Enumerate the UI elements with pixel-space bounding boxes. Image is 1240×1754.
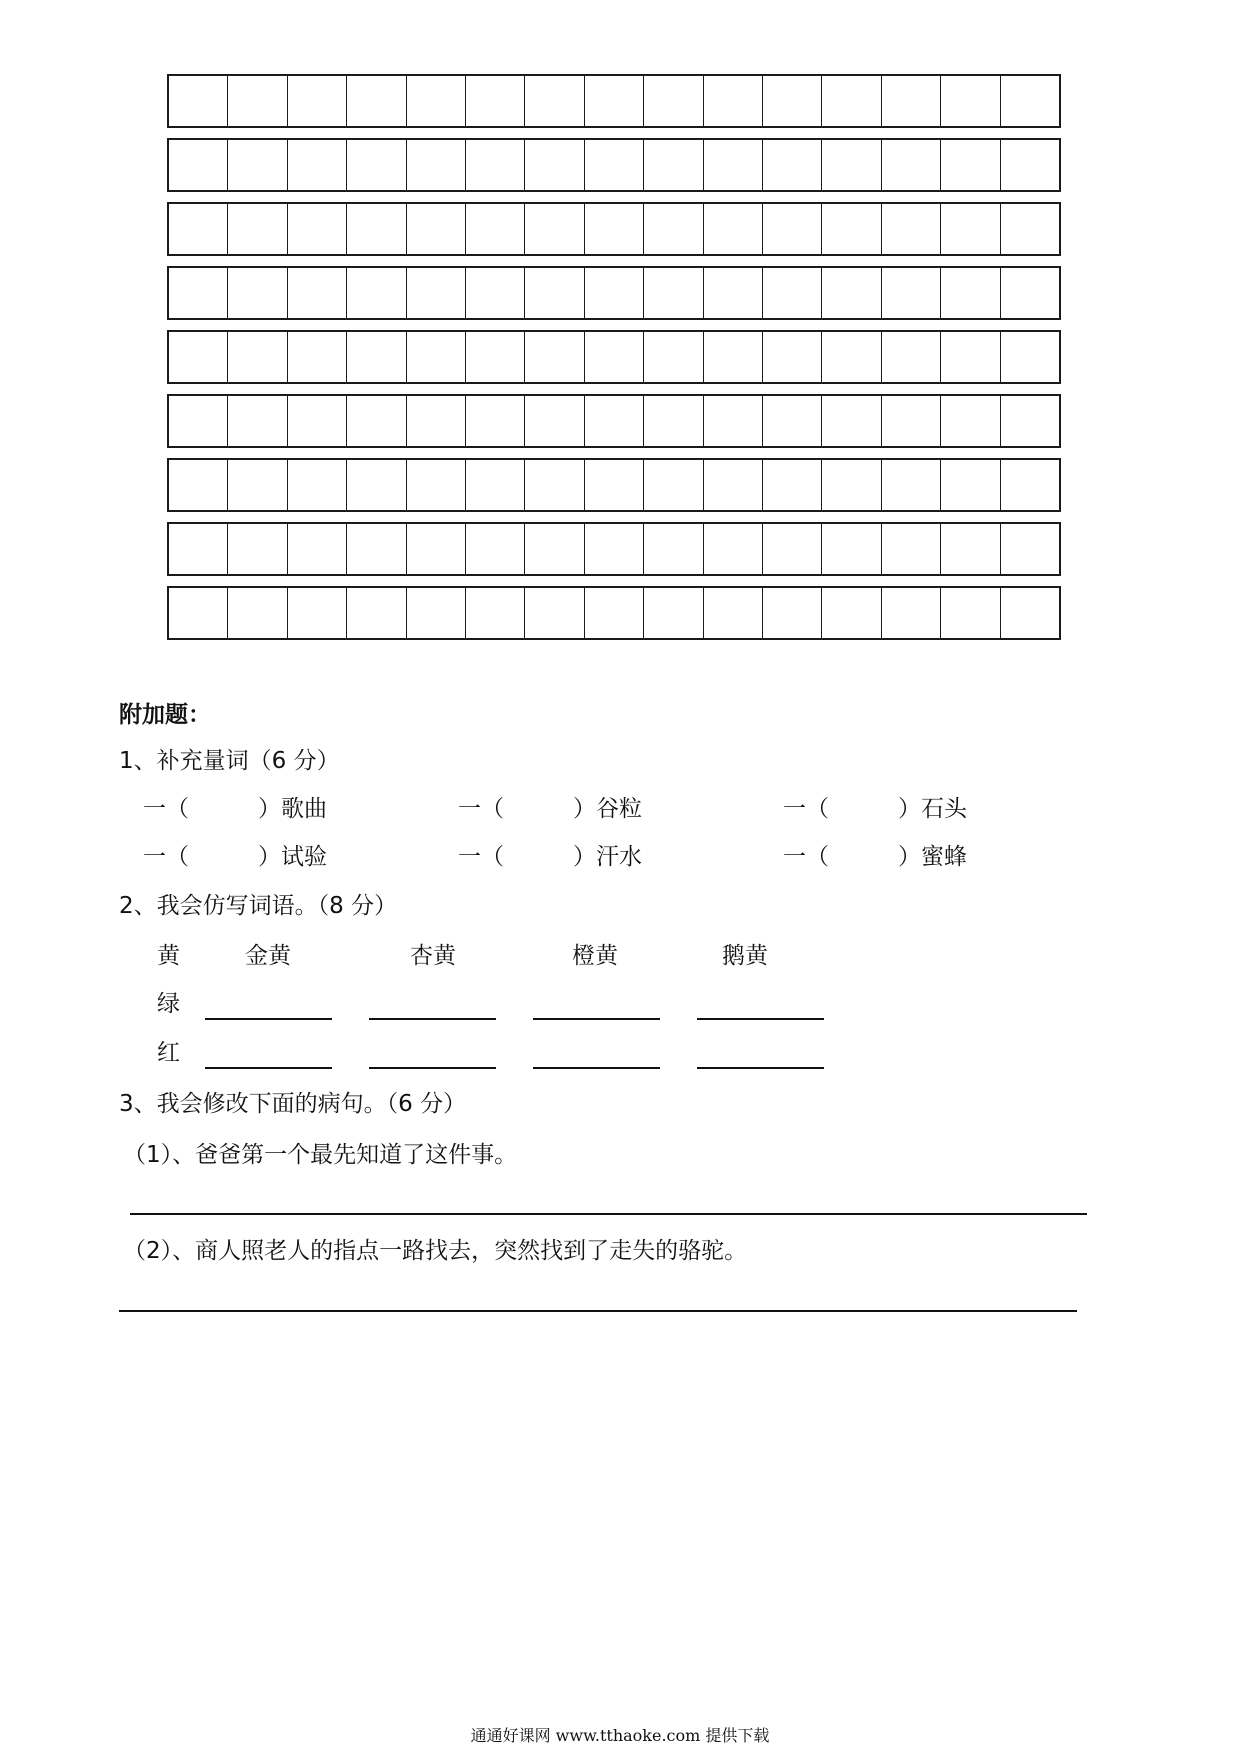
grid-cell[interactable] xyxy=(822,396,881,446)
grid-cell[interactable] xyxy=(644,524,703,574)
grid-cell[interactable] xyxy=(882,460,941,510)
grid-cell[interactable] xyxy=(763,524,822,574)
grid-cell[interactable] xyxy=(525,332,584,382)
grid-cell[interactable] xyxy=(822,268,881,318)
grid-cell[interactable] xyxy=(288,140,347,190)
grid-cell[interactable] xyxy=(347,268,406,318)
grid-cell[interactable] xyxy=(1001,524,1059,574)
grid-cell[interactable] xyxy=(704,140,763,190)
grid-row xyxy=(167,586,1061,640)
grid-cell[interactable] xyxy=(228,76,287,126)
q2-base-word: 黄 xyxy=(157,943,180,969)
grid-cell[interactable] xyxy=(347,396,406,446)
grid-cell[interactable] xyxy=(525,204,584,254)
answer-blank[interactable] xyxy=(205,1018,332,1020)
q2-row-word: 红 xyxy=(157,1040,180,1066)
grid-cell[interactable] xyxy=(822,588,881,638)
grid-cell[interactable] xyxy=(882,140,941,190)
grid-cell[interactable] xyxy=(407,332,466,382)
answer-blank[interactable] xyxy=(205,1067,332,1069)
grid-cell[interactable] xyxy=(704,204,763,254)
grid-cell[interactable] xyxy=(763,140,822,190)
grid-cell[interactable] xyxy=(763,268,822,318)
grid-cell[interactable] xyxy=(407,396,466,446)
grid-cell[interactable] xyxy=(882,524,941,574)
grid-row xyxy=(167,394,1061,448)
answer-blank[interactable] xyxy=(697,1067,824,1069)
grid-cell[interactable] xyxy=(288,268,347,318)
grid-cell[interactable] xyxy=(644,460,703,510)
grid-cell[interactable] xyxy=(882,204,941,254)
grid-cell[interactable] xyxy=(466,524,525,574)
grid-cell[interactable] xyxy=(822,76,881,126)
grid-cell[interactable] xyxy=(466,588,525,638)
q2-example: 橙黄 xyxy=(572,943,618,969)
grid-cell[interactable] xyxy=(704,268,763,318)
grid-cell[interactable] xyxy=(585,396,644,446)
grid-cell[interactable] xyxy=(1001,588,1059,638)
grid-cell[interactable] xyxy=(704,524,763,574)
grid-cell[interactable] xyxy=(941,268,1000,318)
grid-cell[interactable] xyxy=(407,268,466,318)
q3-sentence: （2）、商人照老人的指点一路找去，突然找到了走失的骆驼。 xyxy=(123,1238,748,1264)
grid-cell[interactable] xyxy=(288,204,347,254)
grid-cell[interactable] xyxy=(407,524,466,574)
q1-item: 一（ ）谷粒 xyxy=(458,796,642,822)
grid-cell[interactable] xyxy=(169,588,228,638)
grid-cell[interactable] xyxy=(525,396,584,446)
grid-cell[interactable] xyxy=(169,76,228,126)
grid-cell[interactable] xyxy=(763,332,822,382)
grid-cell[interactable] xyxy=(407,76,466,126)
answer-line[interactable] xyxy=(130,1213,1087,1215)
q2-title: 2、我会仿写词语。（8 分） xyxy=(119,893,398,919)
grid-cell[interactable] xyxy=(525,268,584,318)
writing-grid xyxy=(167,74,1061,640)
grid-cell[interactable] xyxy=(169,524,228,574)
answer-blank[interactable] xyxy=(697,1018,824,1020)
answer-blank[interactable] xyxy=(369,1067,496,1069)
grid-cell[interactable] xyxy=(525,588,584,638)
grid-cell[interactable] xyxy=(644,204,703,254)
grid-cell[interactable] xyxy=(228,332,287,382)
grid-cell[interactable] xyxy=(347,204,406,254)
grid-cell[interactable] xyxy=(941,588,1000,638)
grid-cell[interactable] xyxy=(466,332,525,382)
grid-cell[interactable] xyxy=(466,268,525,318)
grid-row xyxy=(167,458,1061,512)
grid-cell[interactable] xyxy=(288,332,347,382)
grid-cell[interactable] xyxy=(525,524,584,574)
grid-cell[interactable] xyxy=(228,396,287,446)
grid-cell[interactable] xyxy=(169,204,228,254)
grid-cell[interactable] xyxy=(882,332,941,382)
grid-cell[interactable] xyxy=(822,140,881,190)
grid-row xyxy=(167,138,1061,192)
q2-example: 杏黄 xyxy=(410,943,456,969)
grid-cell[interactable] xyxy=(1001,460,1059,510)
grid-cell[interactable] xyxy=(347,140,406,190)
grid-cell[interactable] xyxy=(288,76,347,126)
grid-cell[interactable] xyxy=(704,76,763,126)
grid-cell[interactable] xyxy=(644,76,703,126)
grid-cell[interactable] xyxy=(407,140,466,190)
grid-cell[interactable] xyxy=(941,332,1000,382)
grid-cell[interactable] xyxy=(585,268,644,318)
grid-cell[interactable] xyxy=(525,140,584,190)
grid-cell[interactable] xyxy=(585,460,644,510)
grid-cell[interactable] xyxy=(407,588,466,638)
answer-blank[interactable] xyxy=(533,1018,660,1020)
grid-cell[interactable] xyxy=(228,268,287,318)
grid-cell[interactable] xyxy=(347,588,406,638)
grid-cell[interactable] xyxy=(169,460,228,510)
q1-item: 一（ ）试验 xyxy=(143,844,327,870)
grid-cell[interactable] xyxy=(228,140,287,190)
grid-cell[interactable] xyxy=(763,588,822,638)
grid-cell[interactable] xyxy=(1001,332,1059,382)
grid-cell[interactable] xyxy=(763,460,822,510)
grid-cell[interactable] xyxy=(525,460,584,510)
grid-cell[interactable] xyxy=(407,460,466,510)
grid-cell[interactable] xyxy=(288,524,347,574)
grid-row xyxy=(167,74,1061,128)
grid-cell[interactable] xyxy=(347,460,406,510)
grid-cell[interactable] xyxy=(644,332,703,382)
grid-row xyxy=(167,522,1061,576)
grid-row xyxy=(167,202,1061,256)
grid-cell[interactable] xyxy=(169,140,228,190)
q2-example: 鹅黄 xyxy=(722,943,768,969)
grid-cell[interactable] xyxy=(763,204,822,254)
grid-cell[interactable] xyxy=(585,524,644,574)
q1-item: 一（ ）汗水 xyxy=(458,844,642,870)
grid-cell[interactable] xyxy=(347,76,406,126)
grid-cell[interactable] xyxy=(466,76,525,126)
grid-cell[interactable] xyxy=(941,140,1000,190)
grid-cell[interactable] xyxy=(228,460,287,510)
grid-cell[interactable] xyxy=(466,460,525,510)
grid-cell[interactable] xyxy=(585,588,644,638)
grid-cell[interactable] xyxy=(704,588,763,638)
grid-cell[interactable] xyxy=(1001,76,1059,126)
grid-cell[interactable] xyxy=(1001,204,1059,254)
grid-cell[interactable] xyxy=(1001,396,1059,446)
grid-cell[interactable] xyxy=(822,524,881,574)
grid-cell[interactable] xyxy=(822,204,881,254)
grid-cell[interactable] xyxy=(585,332,644,382)
grid-cell[interactable] xyxy=(822,460,881,510)
grid-cell[interactable] xyxy=(704,396,763,446)
q2-example: 金黄 xyxy=(245,943,291,969)
q3-sentence: （1）、爸爸第一个最先知道了这件事。 xyxy=(123,1142,518,1168)
grid-cell[interactable] xyxy=(644,140,703,190)
grid-cell[interactable] xyxy=(882,588,941,638)
grid-row xyxy=(167,266,1061,320)
answer-blank[interactable] xyxy=(533,1067,660,1069)
grid-cell[interactable] xyxy=(941,204,1000,254)
grid-cell[interactable] xyxy=(466,396,525,446)
grid-cell[interactable] xyxy=(169,268,228,318)
grid-cell[interactable] xyxy=(941,524,1000,574)
grid-cell[interactable] xyxy=(763,76,822,126)
grid-cell[interactable] xyxy=(228,524,287,574)
grid-cell[interactable] xyxy=(941,460,1000,510)
grid-cell[interactable] xyxy=(763,396,822,446)
bonus-title: 附加题： xyxy=(119,702,211,728)
grid-cell[interactable] xyxy=(941,76,1000,126)
grid-cell[interactable] xyxy=(407,204,466,254)
grid-cell[interactable] xyxy=(347,524,406,574)
grid-cell[interactable] xyxy=(1001,268,1059,318)
grid-cell[interactable] xyxy=(347,332,406,382)
grid-cell[interactable] xyxy=(169,396,228,446)
footer-source: 通通好课网 www.tthaoke.com 提供下载 xyxy=(470,1726,770,1745)
q3-title: 3、我会修改下面的病句。（6 分） xyxy=(119,1091,467,1117)
q1-item: 一（ ）歌曲 xyxy=(143,796,327,822)
grid-cell[interactable] xyxy=(644,268,703,318)
grid-cell[interactable] xyxy=(585,140,644,190)
q1-item: 一（ ）蜜蜂 xyxy=(783,844,967,870)
grid-cell[interactable] xyxy=(822,332,881,382)
grid-cell[interactable] xyxy=(466,140,525,190)
grid-cell[interactable] xyxy=(882,76,941,126)
grid-cell[interactable] xyxy=(228,204,287,254)
grid-cell[interactable] xyxy=(704,332,763,382)
grid-cell[interactable] xyxy=(288,460,347,510)
grid-cell[interactable] xyxy=(1001,140,1059,190)
q1-title: 1、补充量词（6 分） xyxy=(119,748,340,774)
grid-cell[interactable] xyxy=(525,76,584,126)
q1-item: 一（ ）石头 xyxy=(783,796,967,822)
grid-cell[interactable] xyxy=(288,396,347,446)
grid-cell[interactable] xyxy=(704,460,763,510)
grid-cell[interactable] xyxy=(882,396,941,446)
grid-cell[interactable] xyxy=(585,76,644,126)
grid-row xyxy=(167,330,1061,384)
grid-cell[interactable] xyxy=(466,204,525,254)
grid-cell[interactable] xyxy=(644,588,703,638)
grid-cell[interactable] xyxy=(882,268,941,318)
grid-cell[interactable] xyxy=(228,588,287,638)
grid-cell[interactable] xyxy=(941,396,1000,446)
answer-line[interactable] xyxy=(119,1310,1077,1312)
grid-cell[interactable] xyxy=(585,204,644,254)
grid-cell[interactable] xyxy=(169,332,228,382)
q2-row-word: 绿 xyxy=(157,991,180,1017)
answer-blank[interactable] xyxy=(369,1018,496,1020)
grid-cell[interactable] xyxy=(644,396,703,446)
grid-cell[interactable] xyxy=(288,588,347,638)
